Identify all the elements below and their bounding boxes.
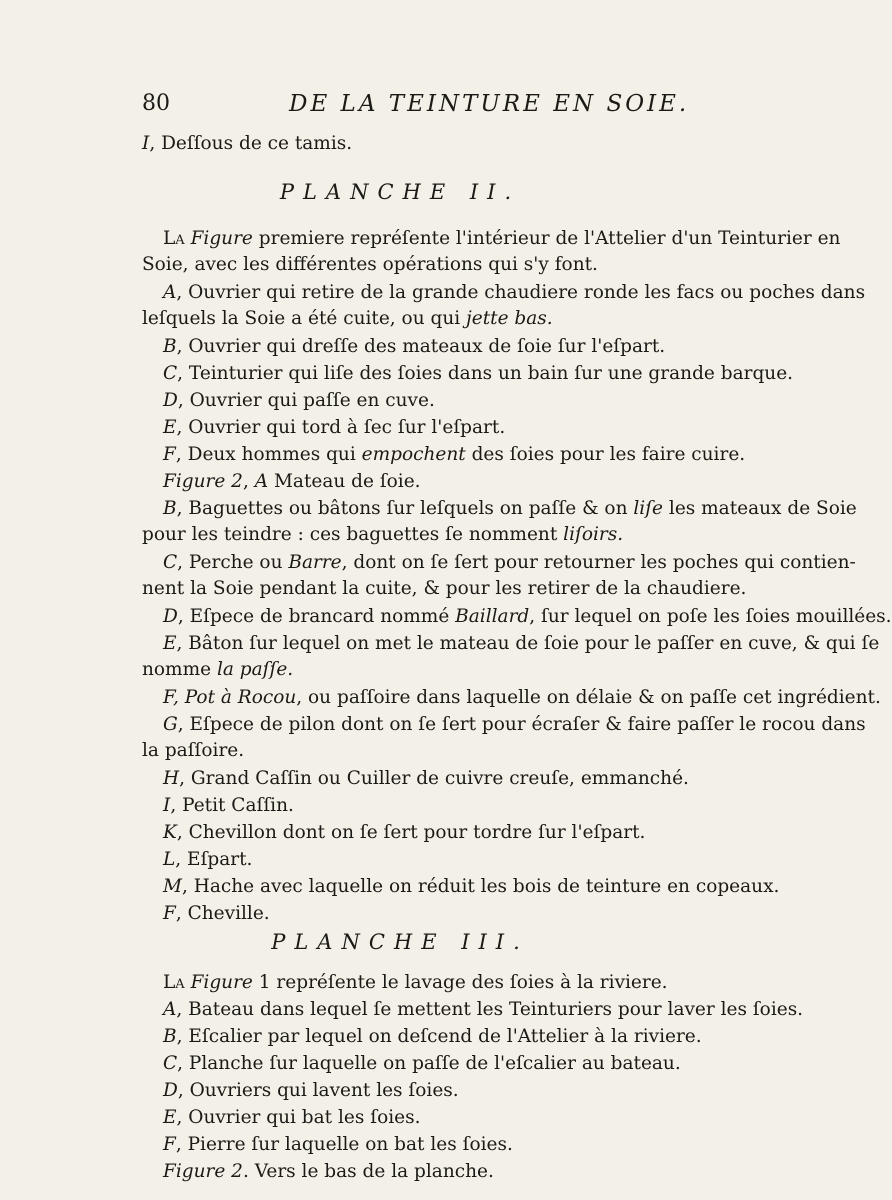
text-line: I, Deſſous de ce tamis. xyxy=(142,133,353,154)
plate-title: PLANCHE II. xyxy=(279,180,521,204)
text-line: E, Ouvrier qui bat les ſoies. xyxy=(163,1107,421,1128)
text-line: la paſſoire. xyxy=(142,740,245,761)
text-line: D, Eſpece de brancard nommé Baillard, ſur lequel on poſe les ſoies mouillées. xyxy=(163,606,892,627)
text-line: nomme la paſſe. xyxy=(142,659,294,680)
text-line: C, Teinturier qui liſe des ſoies dans un bain ſur une grande barque. xyxy=(163,363,794,384)
text-line: K, Chevillon dont on ſe ſert pour tordre ſur l'eſpart. xyxy=(163,822,646,843)
text-line: Soie, avec les différentes opérations qui s'y font. xyxy=(142,254,598,275)
text-line: B, Ouvrier qui dreſſe des mateaux de ſoie ſur l'eſpart. xyxy=(163,336,666,357)
text-line: F, Pierre ſur laquelle on bat les ſoies. xyxy=(163,1134,513,1155)
text-line: I, Petit Caſſin. xyxy=(163,795,294,816)
text-line: G, Eſpece de pilon dont on ſe ſert pour écraſer & faire paſſer le rocou dans xyxy=(163,714,866,735)
text-line: D, Ouvriers qui lavent les ſoies. xyxy=(163,1080,459,1101)
text-line: Figure 2. Vers le bas de la planche. xyxy=(163,1161,494,1182)
text-line: F, Deux hommes qui empochent des ſoies pour les faire cuire. xyxy=(163,444,746,465)
text-line: D, Ouvrier qui paſſe en cuve. xyxy=(163,390,435,411)
item-label: I xyxy=(142,133,150,154)
page-number: 80 xyxy=(142,91,170,116)
text-line: L, Eſpart. xyxy=(163,849,253,870)
text-line: Figure 2, A Mateau de ſoie. xyxy=(163,471,421,492)
text-line: B, Eſcalier par lequel on deſcend de l'Attelier à la riviere. xyxy=(163,1026,702,1047)
text-line: E, Ouvrier qui tord à ſec ſur l'eſpart. xyxy=(163,417,506,438)
text-line: M, Hache avec laquelle on réduit les bois de teinture en copeaux. xyxy=(163,876,780,897)
text-line: A, Bateau dans lequel ſe mettent les Teinturiers pour laver les ſoies. xyxy=(163,999,804,1020)
page-header xyxy=(142,91,760,121)
text-line: E, Bâton ſur lequel on met le mateau de ſoie pour le paſſer en cuve, & qui ſe xyxy=(163,633,880,654)
text-line: pour les teindre : ces baguettes ſe nomment liſoirs. xyxy=(142,524,624,545)
text-line: nent la Soie pendant la cuite, & pour les retirer de la chaudiere. xyxy=(142,578,747,599)
running-head: DE LA TEINTURE EN SOIE. xyxy=(289,91,690,117)
text-line: C, Planche ſur laquelle on paſſe de l'eſcalier au bateau. xyxy=(163,1053,681,1074)
text-line: B, Baguettes ou bâtons ſur leſquels on paſſe & on liſe les mateaux de Soie xyxy=(163,498,857,519)
plate-title: PLANCHE III. xyxy=(271,930,529,954)
text-line: C, Perche ou Barre, dont on ſe ſert pour retourner les poches qui contien- xyxy=(163,552,856,573)
text-line: La Figure premiere repréſente l'intérieur de l'Attelier d'un Teinturier en xyxy=(163,228,841,249)
text-line: H, Grand Caſſin ou Cuiller de cuivre creuſe, emmanché. xyxy=(163,768,689,789)
text-line: leſquels la Soie a été cuite, ou qui jette bas. xyxy=(142,308,553,329)
text-line: F, Pot à Rocou, ou paſſoire dans laquelle on délaie & on paſſe cet ingrédient. xyxy=(163,687,881,708)
text-line: F, Cheville. xyxy=(163,903,270,924)
text-line: La Figure 1 repréſente le lavage des ſoies à la riviere. xyxy=(163,972,668,993)
text-line: A, Ouvrier qui retire de la grande chaudiere ronde les facs ou poches dans xyxy=(163,282,866,303)
